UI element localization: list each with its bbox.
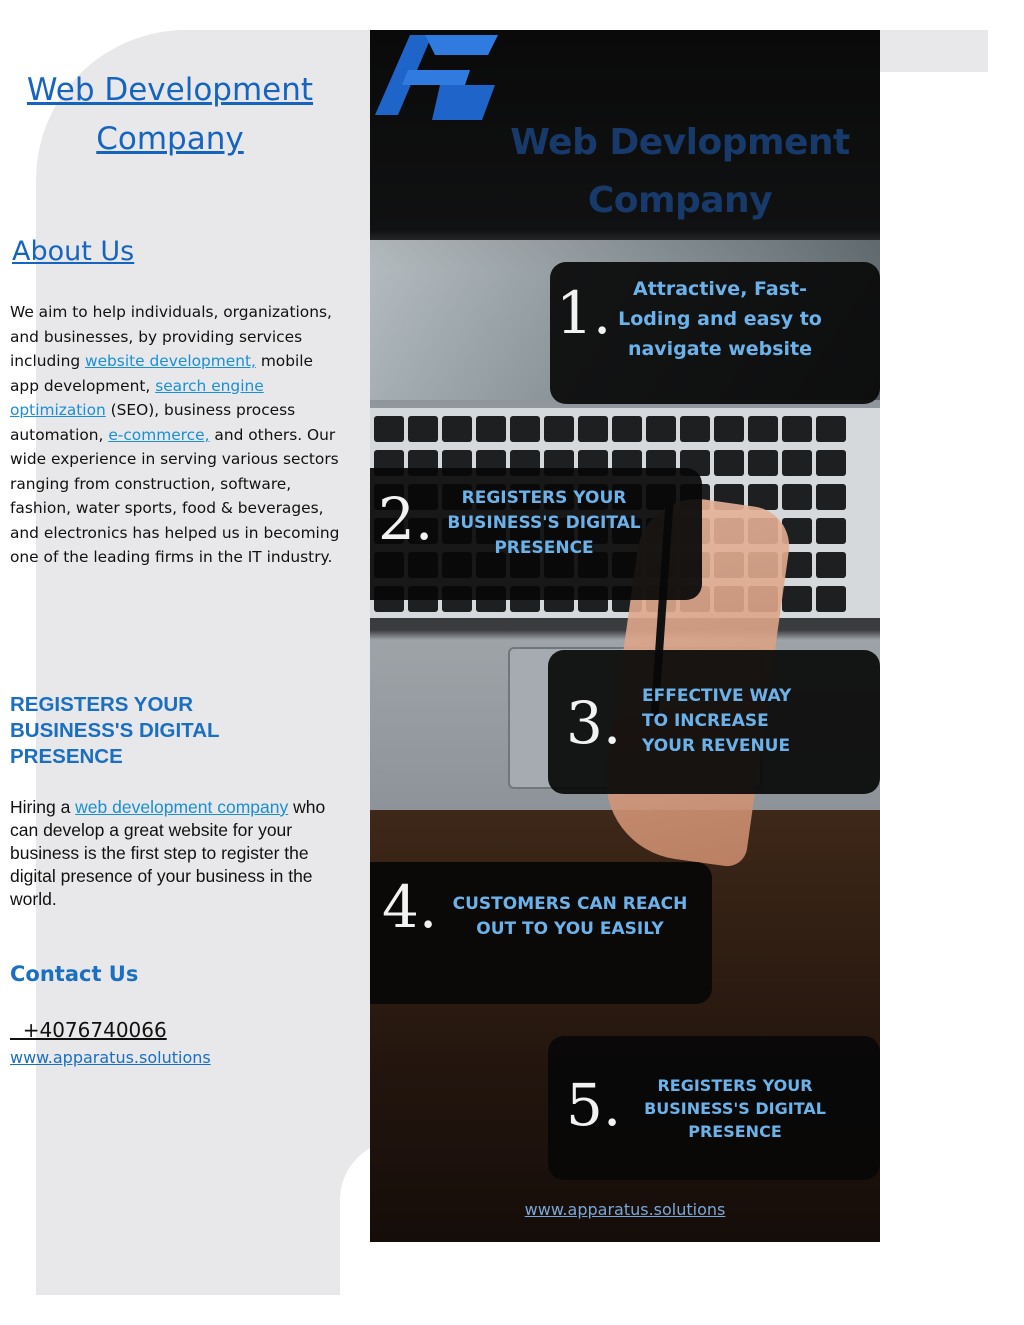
website-link[interactable]: www.apparatus.solutions	[10, 1048, 211, 1067]
contact-heading: Contact Us	[10, 962, 139, 986]
card-text: EFFECTIVE WAY TO INCREASE YOUR REVENUE	[642, 686, 792, 756]
left-panel-background	[36, 30, 380, 1295]
about-text-part: (SEO), business process automation,	[10, 401, 296, 444]
card-text: REGISTERS YOUR BUSINESS'S DIGITAL PRESENCE	[447, 488, 641, 558]
web-development-company-link[interactable]: web development company	[75, 797, 289, 817]
about-heading: About Us	[12, 236, 135, 267]
infographic-poster	[370, 30, 880, 1242]
page-title: Web Development Company	[26, 72, 314, 157]
card-text: Attractive, Fast-Loding and easy to navigate website	[618, 278, 822, 360]
key-row	[374, 416, 846, 442]
registers-text-part: Hiring a	[10, 797, 76, 817]
registers-paragraph	[10, 796, 340, 911]
registers-heading: REGISTERS YOUR BUSINESS'S DIGITAL PRESENCE	[10, 693, 220, 768]
seo-link[interactable]: search engine optimization	[10, 376, 264, 419]
feature-card-3	[548, 650, 880, 794]
card-number: 3.	[566, 689, 622, 757]
feature-card-1	[550, 262, 880, 404]
about-text-part: We aim to help individuals, organizations, and businesses, by providing services including	[10, 303, 332, 370]
apparatus-logo-icon	[370, 30, 500, 120]
poster-title: Web Devlopment Company	[510, 122, 850, 221]
phone-number[interactable]: +4076740066	[10, 1018, 167, 1042]
registers-text-part: who can develop a great website for your business is the first step to register the digital presence of your business in the world.	[10, 797, 326, 909]
card-text: CUSTOMERS CAN REACH OUT TO YOU EASILY	[452, 894, 688, 939]
about-text-part: mobile app development,	[10, 352, 314, 395]
feature-card-5	[548, 1036, 880, 1180]
top-gray-strip	[880, 30, 988, 72]
card-text: REGISTERS YOUR BUSINESS'S DIGITAL PRESENCE	[644, 1076, 826, 1141]
about-paragraph	[10, 300, 340, 570]
about-text-part: and others. Our wide experience in serving various sectors ranging from construction, software, fashion, water sports, food & beverages, and electronics has helped us in becoming one of the leading firms in the IT industry.	[10, 425, 340, 566]
card-number: 2.	[378, 485, 434, 553]
card-number: 1.	[556, 279, 612, 347]
website-development-link[interactable]: website development,	[84, 352, 256, 370]
feature-card-4	[370, 862, 712, 1004]
card-number: 4.	[382, 873, 438, 941]
card-number: 5.	[566, 1071, 622, 1139]
feature-card-2	[370, 468, 702, 600]
ecommerce-link[interactable]: e-commerce,	[108, 425, 210, 444]
poster-website-link[interactable]: www.apparatus.solutions	[524, 1200, 726, 1219]
